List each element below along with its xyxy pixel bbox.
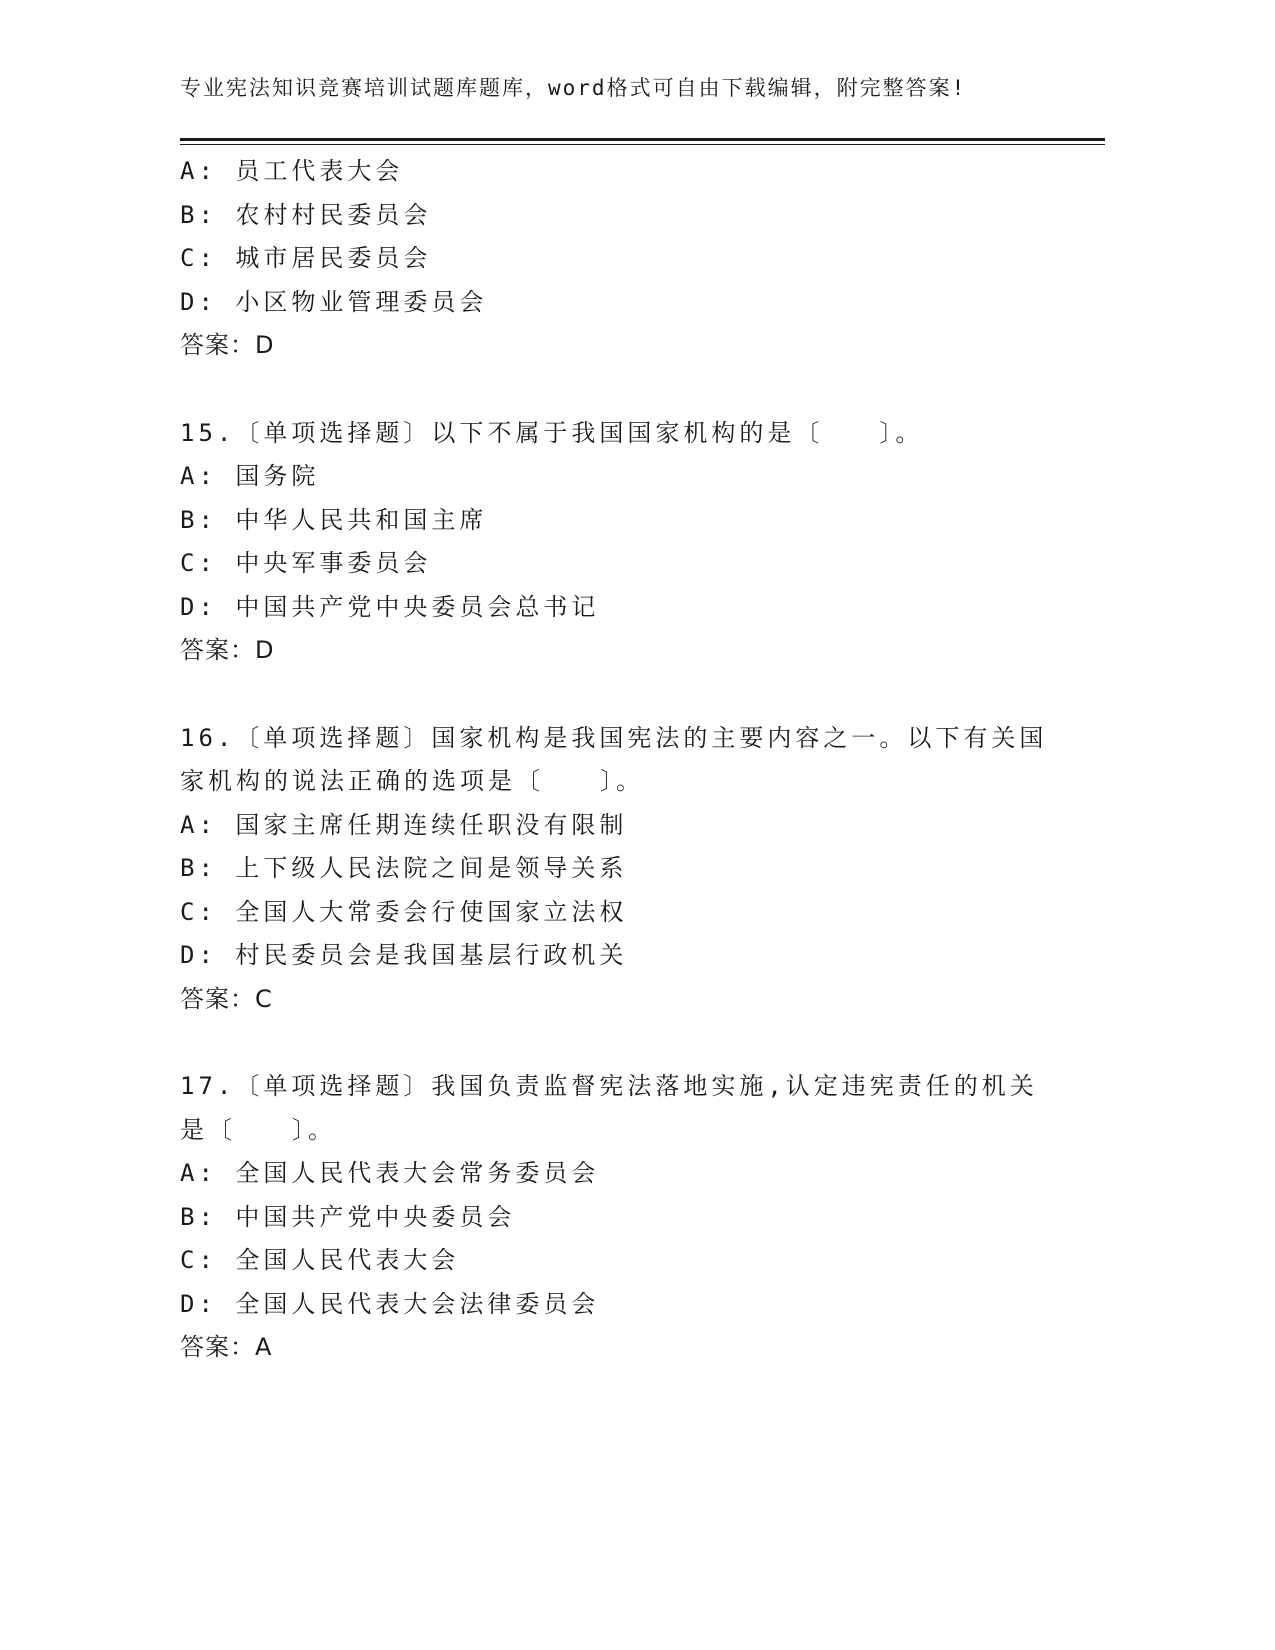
option-d: D: 全国人民代表大会法律委员会 [180, 1290, 600, 1318]
option-a: A: 国务院 [180, 462, 320, 490]
option-b: B: 中华人民共和国主席 [180, 506, 488, 534]
header-rule-thick [180, 138, 1105, 141]
question-17-stem-line2: 是〔 〕。 [180, 1116, 336, 1144]
option-b: B: 农村村民委员会 [180, 201, 432, 229]
question-16-stem-line2: 家机构的说法正确的选项是〔 〕。 [180, 767, 644, 795]
option-c: C: 全国人民代表大会 [180, 1246, 460, 1274]
answer-line: 答案：D [180, 636, 275, 664]
option-c: C: 城市居民委员会 [180, 244, 432, 272]
option-b: B: 上下级人民法院之间是领导关系 [180, 854, 628, 882]
document-header: 专业宪法知识竞赛培训试题库题库，word格式可自由下载编辑，附完整答案! [180, 76, 967, 100]
question-15-stem: 15.〔单项选择题〕以下不属于我国国家机构的是〔 〕。 [180, 419, 924, 447]
question-17-stem-line1: 17.〔单项选择题〕我国负责监督宪法落地实施,认定违宪责任的机关 [180, 1072, 1038, 1100]
option-c: C: 中央军事委员会 [180, 549, 432, 577]
option-d: D: 中国共产党中央委员会总书记 [180, 593, 600, 621]
answer-line: 答案：A [180, 1333, 273, 1361]
option-a: A: 国家主席任期连续任职没有限制 [180, 811, 628, 839]
option-c: C: 全国人大常委会行使国家立法权 [180, 898, 628, 926]
answer-line: 答案：D [180, 331, 275, 359]
option-a: A: 全国人民代表大会常务委员会 [180, 1159, 600, 1187]
option-d: D: 小区物业管理委员会 [180, 288, 488, 316]
answer-line: 答案：C [180, 985, 273, 1013]
option-a: A: 员工代表大会 [180, 157, 404, 185]
option-b: B: 中国共产党中央委员会 [180, 1203, 516, 1231]
question-16-stem-line1: 16.〔单项选择题〕国家机构是我国宪法的主要内容之一。以下有关国 [180, 724, 1048, 752]
header-rule-thin [180, 144, 1105, 145]
option-d: D: 村民委员会是我国基层行政机关 [180, 941, 628, 969]
